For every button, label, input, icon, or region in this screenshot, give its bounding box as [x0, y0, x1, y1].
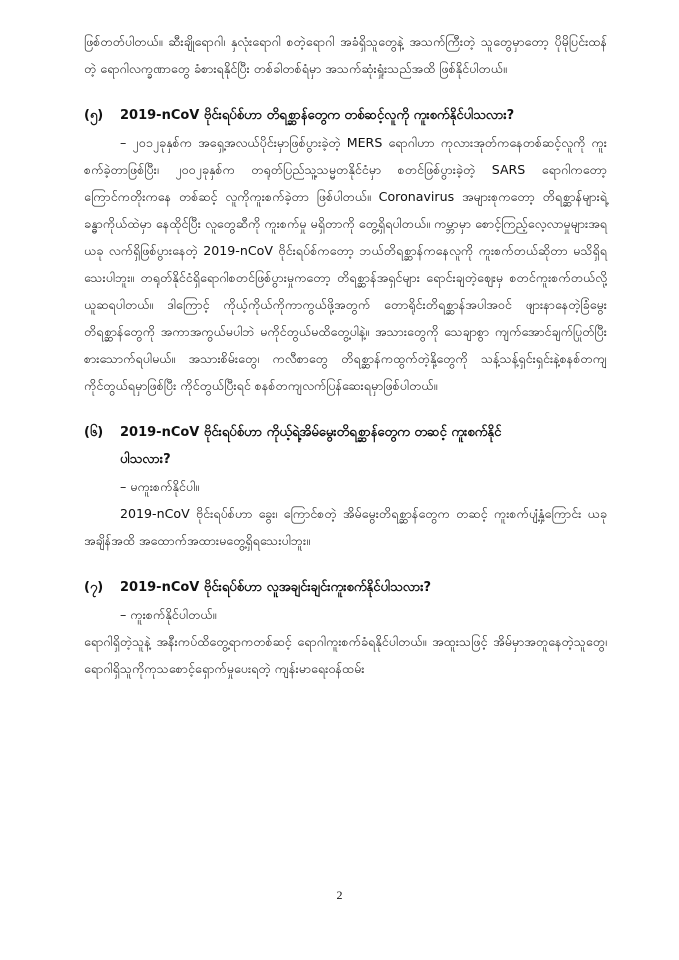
- section-6-answer: – မကူးစက်နိုင်ပါ။: [120, 479, 200, 494]
- section-6-heading: [84, 419, 607, 446]
- section-5-number: (၅): [84, 108, 104, 123]
- section-5-question: 2019-nCoV ဗိုင်းရပ်စ်ဟာ တိရစ္ဆာန်တွေက တစ်ဆင့်လူကို ကူးစက်နိုင်ပါသလား?: [120, 108, 515, 123]
- section-7-question: 2019-nCoV ဗိုင်းရပ်စ်ဟာ လူအချင်းချင်းကူးစက်နိုင်ပါသလား?: [120, 580, 432, 595]
- page-number: 2: [336, 888, 343, 902]
- section-7-number: (၇): [84, 580, 104, 595]
- section-6-question: 2019-nCoV ဗိုင်းရပ်စ်ဟာ ကိုယ့်ရဲ့အိမ်မွေးတိရစ္ဆာန်တွေက တဆင့် ကူးစက်နိုင်: [120, 425, 502, 440]
- section-7-answer: – ကူးစက်နိုင်ပါတယ်။: [120, 607, 217, 622]
- section-6-question-cont: ပါသလား?: [120, 452, 171, 467]
- section-5-body: – ၂၀၁၂ခုနှစ်က အရှေ့အလယ်ပိုင်းမှာဖြစ်ပွားခဲ့တဲ့ MERS ရောဂါဟာ ကုလားအုတ်ကနေတစ်ဆင့်လူကို ကူးစက်ခဲ့တာဖြစ်ပြီး၊ ၂၀၀၂ခုနှစ်က တရုတ်ပြည်သူ့သမ္မတနိုင်ငံမှာ စတင်ဖြစ်ပွားခဲ့တဲ့ SARS ရောဂါကတော့ ကြောင်ကတိုးကနေ တစ်ဆင့် လူကိုကူးစက်ခဲ့တာ ဖြစ်ပါတယ်။ Coronavirus အများစုကတော့ တိရစ္ဆာန်များရဲ့ခန္ဓာကိုယ်ထဲမှာ နေထိုင်ပြီး လူတွေဆီကို ကူးစက်မှု မရှိတာကို တွေ့ရှိရပါတယ်။ ကမ္ဘာမှာ စောင့်ကြည့်လေ့လာမှုများအရ ယခု လက်ရှိဖြစ်ပွားနေတဲ့ 2019-nCoV ဗိုင်းရပ်စ်ကတော့ ဘယ်တိရစ္ဆာန်ကနေလူကို ကူးစက်တယ်ဆိုတာ မသိရှိရသေးပါဘူး။ တရုတ်နိုင်ငံရှိရောဂါစတင်ဖြစ်ပွားမှုကတော့ တိရစ္ဆာန်အရှင်များ ရောင်းချတဲ့ဈေးမှ စတင်ကူးစက်တယ်လို့ ယူဆရပါတယ်။ ဒါကြောင့် ကိုယ့်ကိုယ်ကိုကာကွယ်ဖို့အတွက် တောရိုင်းတိရစ္ဆာန်အပါအဝင် ဖျားနာနေတဲ့ခြံမွေး တိရစ္ဆာန်တွေကို အကာအကွယ်မပါဘဲ မကိုင်တွယ်မထိတွေ့ပါနဲ့။ အသားတွေကို သေချာစွာ ကျက်အောင်ချက်ပြုတ်ပြီး စားသောက်ရပါမယ်။ အသားစိမ်းတွေ၊ ကလီစာတွေ တိရစ္ဆာန်ကထွက်တဲ့နို့တွေကို သန့်သန့်ရှင်းရှင်းနဲ့စနစ်တကျ ကိုင်တွယ်ရမှာဖြစ်ပြီး ကိုင်တွယ်ပြီးရင် စနစ်တကျလက်ပြန်ဆေးရမှာဖြစ်ပါတယ်။: [84, 135, 607, 393]
- section-7-body: ရောဂါရှိတဲ့သူနဲ့ အနီးကပ်ထိတွေ့ရာကတစ်ဆင့် ရောဂါကူးစက်ခံရနိုင်ပါတယ်။ အထူးသဖြင့် အိမ်မှာအတူနေတဲ့သူတွေ၊ ရောဂါရှိသူကိုကုသစောင့်ရှောက်မှုပေးရတဲ့ ကျန်းမာရေးဝန်ထမ်း: [84, 634, 607, 676]
- section-6-body: 2019-nCoV ဗိုင်းရပ်စ်ဟာ ခွေး၊ ကြောင်စတဲ့ အိမ်မွေးတိရစ္ဆာန်တွေက တဆင့် ကူးစက်ပျံ့နှံ့ကြောင်း ယခုအချိန်အထိ အထောက်အထားမတွေ့ရှိရသေးပါဘူး။: [84, 506, 607, 548]
- section-7-heading: [84, 574, 607, 601]
- intro-paragraph: ဖြစ်တတ်ပါတယ်။ ဆီးချိုရောဂါ၊ နှလုံးရောဂါ စတဲ့ရောဂါ အခံရှိသူတွေနဲ့ အသက်ကြီးတဲ့ သူတွေမှာတော့ ပိုမိုပြင်းထန်တဲ့ ရောဂါလက္ခဏာတွေ ခံစားရနိုင်ပြီး တစ်ခါတစ်ရံမှာ အသက်ဆုံးရှုံးသည်အထိ ဖြစ်နိုင်ပါတယ်။: [84, 34, 607, 76]
- section-5-heading: [84, 102, 607, 129]
- section-6-number: (၆): [84, 425, 104, 440]
